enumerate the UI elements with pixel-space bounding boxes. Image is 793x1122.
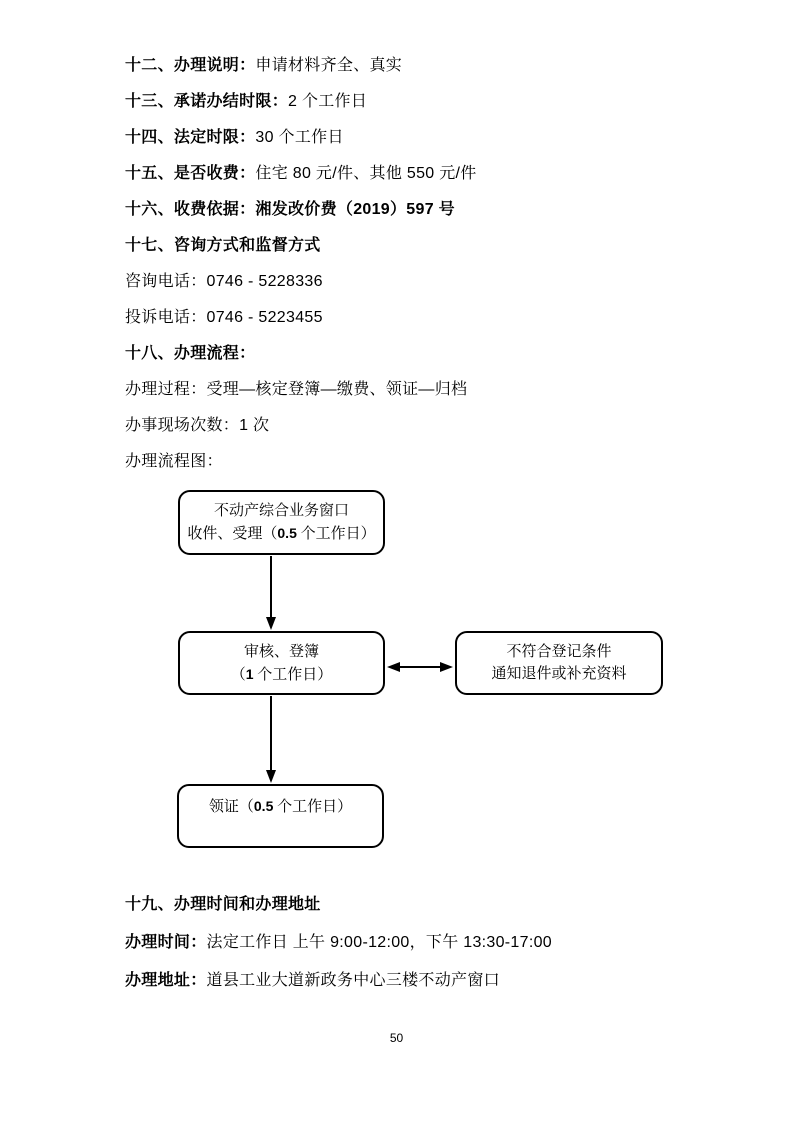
line-sec12 bbox=[125, 45, 733, 81]
sec14-value: 30 个工作日 bbox=[255, 128, 344, 146]
box-intake-line2: 收件、受理（0.5 个工作日） bbox=[187, 525, 376, 542]
arrow-head-down-1 bbox=[266, 617, 276, 630]
box-review-line1: 审核、登簿 bbox=[243, 643, 319, 660]
page-number: 50 bbox=[389, 1031, 404, 1045]
sec17-label: 十七、咨询方式和监督方式 bbox=[125, 236, 321, 254]
flowchart-box-certificate bbox=[177, 784, 384, 848]
box-reject-line1: 不符合登记条件 bbox=[506, 644, 612, 660]
line-consult-phone bbox=[125, 261, 733, 297]
box-intake-line1: 不动产综合业务窗口 bbox=[213, 503, 349, 519]
line-sec15 bbox=[125, 153, 733, 189]
sec15-label: 十五、是否收费： bbox=[125, 164, 256, 182]
office-hours-label: 办理时间： bbox=[125, 933, 207, 951]
office-address-label: 办理地址： bbox=[125, 971, 207, 989]
box-review-line2: （1 个工作日） bbox=[230, 665, 333, 683]
sec12-value: 申请材料齐全、真实 bbox=[255, 56, 403, 74]
arrow-head-down-2 bbox=[266, 770, 276, 783]
visit-count-value: 办事现场次数：1 次 bbox=[125, 416, 270, 434]
office-address-value: 道县工业大道新政务中心三楼不动产窗口 bbox=[206, 971, 500, 989]
line-sec19 bbox=[125, 883, 733, 921]
footer-text-block bbox=[125, 883, 733, 997]
consult-phone-value: 咨询电话：0746 - 5228336 bbox=[125, 272, 323, 290]
flowchart-box-review bbox=[178, 631, 385, 695]
flowchart-caption: 办理流程图： bbox=[125, 452, 223, 470]
box-reject-line2: 通知退件或补充资料 bbox=[491, 666, 627, 682]
flowchart-box-reject bbox=[455, 631, 663, 695]
sec13-value: 2 个工作日 bbox=[288, 92, 368, 110]
sec16-label: 十六、收费依据：湘发改价费（2019）597 号 bbox=[125, 200, 455, 218]
line-complaint-phone bbox=[125, 297, 733, 333]
flowchart-arrows bbox=[0, 460, 793, 860]
arrow-head-right bbox=[440, 662, 453, 672]
line-visit-count bbox=[125, 405, 733, 441]
line-sec18 bbox=[125, 333, 733, 369]
line-office-address bbox=[125, 959, 733, 997]
line-sec17 bbox=[125, 225, 733, 261]
office-hours-value: 法定工作日 上午 9:00-12:00，下午 13:30-17:00 bbox=[206, 933, 552, 951]
box-certificate-line1: 领证（0.5 个工作日） bbox=[208, 798, 353, 815]
process-value: 办理过程：受理—核定登簿—缴费、领证—归档 bbox=[125, 380, 468, 398]
complaint-phone-value: 投诉电话：0746 - 5223455 bbox=[125, 308, 323, 326]
sec12-label: 十二、办理说明： bbox=[125, 56, 256, 74]
sec13-label: 十三、承诺办结时限： bbox=[125, 92, 289, 110]
line-office-hours bbox=[125, 921, 733, 959]
body-text-block bbox=[125, 45, 733, 477]
process-flowchart bbox=[0, 460, 793, 860]
arrow-head-left bbox=[387, 662, 400, 672]
flowchart-box-intake bbox=[178, 490, 385, 555]
line-sec16 bbox=[125, 189, 733, 225]
line-process bbox=[125, 369, 733, 405]
sec15-value: 住宅 80 元/件、其他 550 元/件 bbox=[255, 164, 477, 182]
line-sec13 bbox=[125, 81, 733, 117]
sec14-label: 十四、法定时限： bbox=[125, 128, 256, 146]
line-sec14 bbox=[125, 117, 733, 153]
sec19-label: 十九、办理时间和办理地址 bbox=[125, 895, 321, 913]
sec18-label: 十八、办理流程： bbox=[125, 344, 256, 362]
